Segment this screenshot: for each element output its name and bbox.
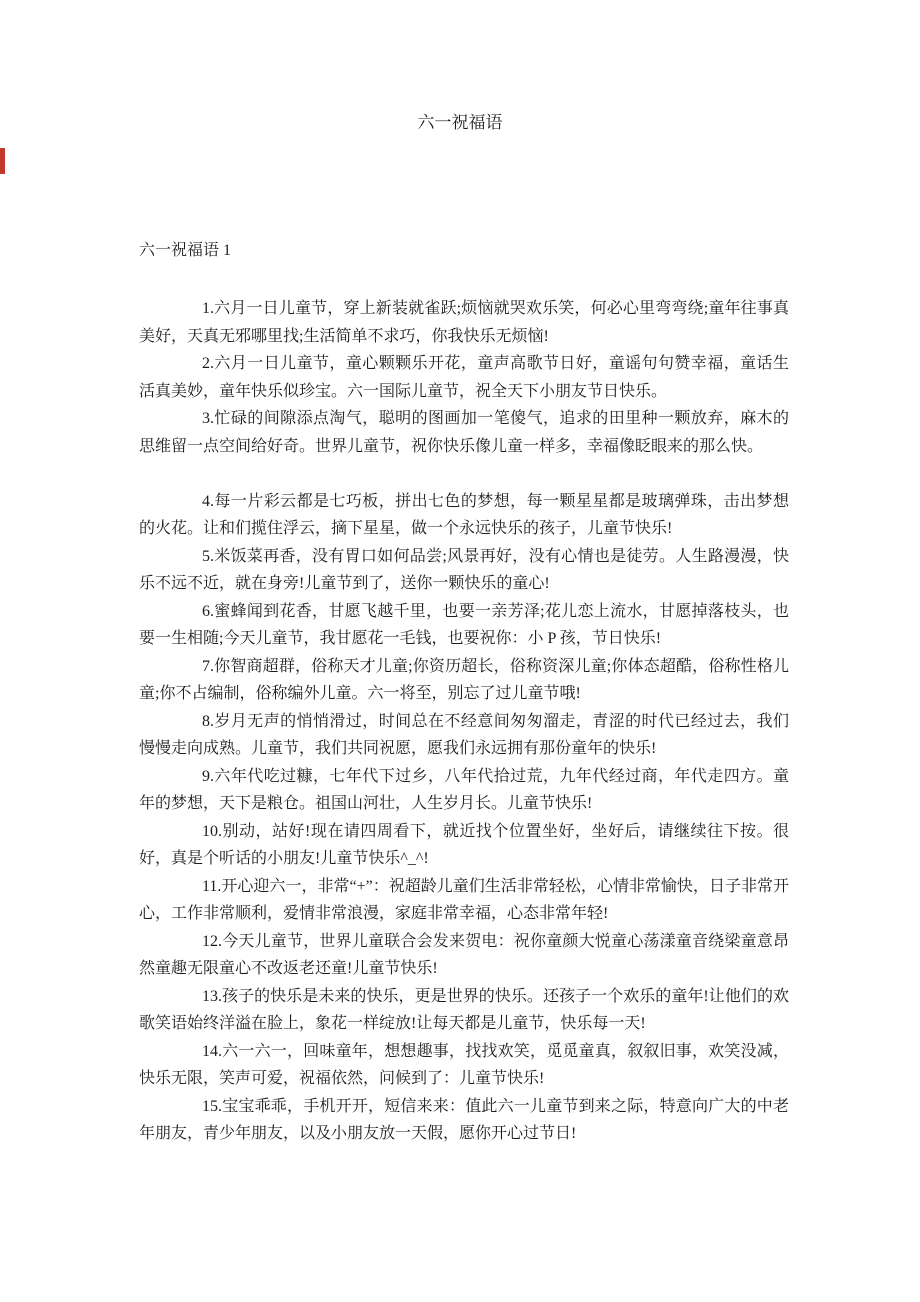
paragraph: 1.六月一日儿童节，穿上新装就雀跃;烦恼就哭欢乐笑，何必心里弯弯绕;童年往事真美好，天真无邪哪里找;生活简单不求巧，你我快乐无烦恼! — [139, 300, 789, 345]
section-heading: 六一祝福语 1 — [139, 242, 232, 259]
paragraph: 4.每一片彩云都是七巧板，拼出七色的梦想，每一颗星星都是玻璃弹珠，击出梦想的火花。让和们揽住浮云，摘下星星，做一个永远快乐的孩子，儿童节快乐! — [139, 492, 789, 537]
paragraph: 2.六月一日儿童节，童心颗颗乐开花，童声高歌节日好，童谣句句赞幸福，童话生活真美妙，童年快乐似珍宝。六一国际儿童节，祝全天下小朋友节日快乐。 — [139, 355, 789, 400]
document-title: 六一祝福语 — [417, 113, 503, 132]
paragraph: 12.今天儿童节，世界儿童联合会发来贺电：祝你童颜大悦童心荡漾童音绕梁童意昂然童趣无限童心不改返老还童!儿童节快乐! — [139, 932, 789, 977]
paragraph: 13.孩子的快乐是未来的快乐，更是世界的快乐。还孩子一个欢乐的童年!让他们的欢歌笑语始终洋溢在脸上，象花一样绽放!让每天都是儿童节，快乐每一天! — [139, 987, 789, 1032]
paragraph: 3.忙碌的间隙添点淘气，聪明的图画加一笔傻气，追求的田里种一颗放弃，麻木的思维留一点空间给好奇。世界儿童节，祝你快乐像儿童一样多，幸福像眨眼来的那么快。 — [139, 410, 789, 455]
paragraph: 6.蜜蜂闻到花香，甘愿飞越千里，也要一亲芳泽;花儿恋上流水，甘愿掉落枝头，也要一生相随;今天儿童节，我甘愿花一毛钱，也要祝你：小 P 孩，节日快乐! — [139, 602, 789, 647]
paragraph: 11.开心迎六一，非常“+”：祝超龄儿童们生活非常轻松，心情非常愉快，日子非常开心，工作非常顺利，爱情非常浪漫，家庭非常幸福，心态非常年轻! — [139, 877, 789, 922]
paragraph: 15.宝宝乖乖，手机开开，短信来来：值此六一儿童节到来之际，特意向广大的中老年朋友，青少年朋友，以及小朋友放一天假，愿你开心过节日! — [139, 1097, 789, 1142]
paragraph: 5.米饭菜再香，没有胃口如何品尝;风景再好，没有心情也是徒劳。人生路漫漫，快乐不远不近，就在身旁!儿童节到了，送你一颗快乐的童心! — [139, 547, 789, 592]
paragraph: 7.你智商超群，俗称天才儿童;你资历超长，俗称资深儿童;你体态超酷，俗称性格儿童;你不占编制，俗称编外儿童。六一将至，别忘了过儿童节哦! — [139, 657, 789, 702]
paragraph: 8.岁月无声的悄悄滑过，时间总在不经意间匆匆溜走，青涩的时代已经过去，我们慢慢走向成熟。儿童节，我们共同祝愿，愿我们永远拥有那份童年的快乐! — [139, 712, 789, 757]
paragraph: 10.别动，站好!现在请四周看下，就近找个位置坐好，坐好后，请继续往下按。很好，真是个听话的小朋友!儿童节快乐^_^! — [139, 822, 789, 867]
paragraph-list — [139, 295, 789, 1148]
left-edge-red-marker — [0, 148, 5, 174]
paragraph: 14.六一六一，回味童年，想想趣事，找找欢笑，觅觅童真，叙叙旧事，欢笑没减，快乐无限，笑声可爱，祝福依然，问候到了：儿童节快乐! — [139, 1042, 789, 1087]
paragraph: 9.六年代吃过糠，七年代下过乡，八年代拾过荒，九年代经过商，年代走四方。童年的梦想，天下是粮仓。祖国山河壮，人生岁月长。儿童节快乐! — [139, 767, 789, 812]
